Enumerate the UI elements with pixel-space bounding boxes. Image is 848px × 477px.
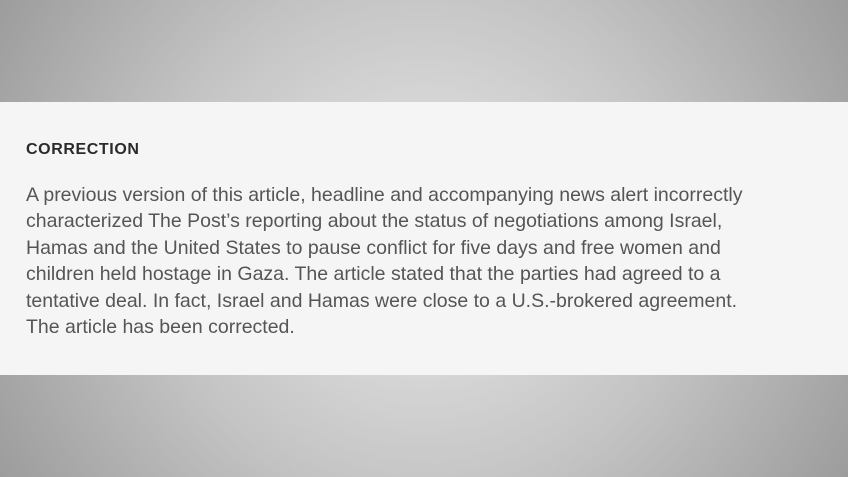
correction-line: The article has been corrected. [26, 316, 295, 339]
correction-line: A previous version of this article, headline and accompanying news alert incorrectly [26, 184, 743, 206]
correction-line: children held hostage in Gaza. The article stated that the parties had agreed to a [26, 263, 721, 286]
correction-heading: CORRECTION [26, 141, 140, 158]
correction-line: tentative deal. In fact, Israel and Hamas were close to a U.S.-brokered agreement. [26, 289, 738, 312]
correction-text [26, 182, 826, 340]
correction-line: Hamas and the United States to pause conflict for five days and free women and [26, 236, 721, 259]
correction-line: characterized The Post’s reporting about the status of negotiations among Israel, [26, 210, 723, 233]
top-gradient-background [0, 0, 848, 102]
bottom-gradient-background [0, 375, 848, 477]
correction-box [0, 102, 848, 375]
